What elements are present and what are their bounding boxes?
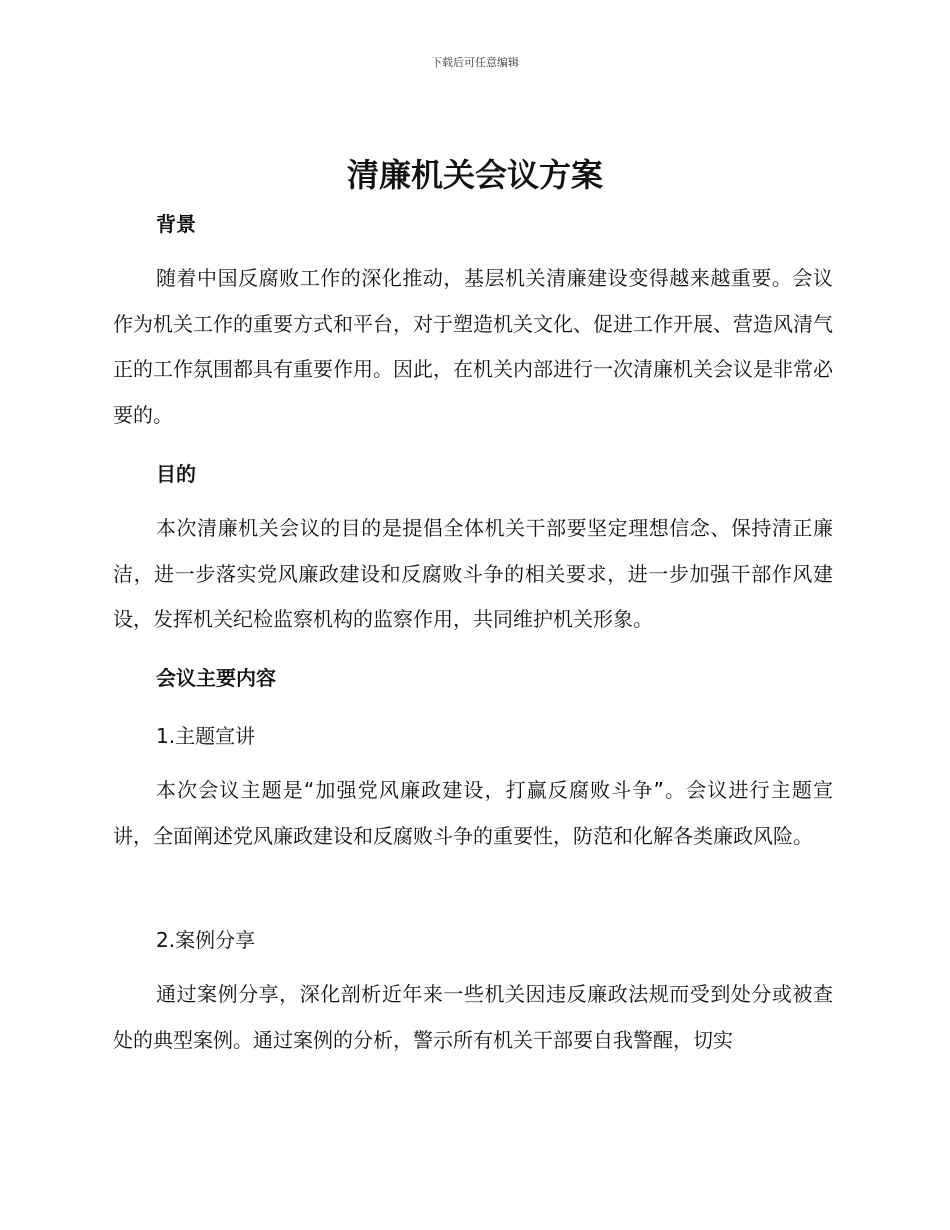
paragraph-purpose: 本次清廉机关会议的目的是提倡全体机关干部要坚定理想信念、保持清正廉洁，进一步落实党风廉政建设和反腐败斗争的相关要求，进一步加强干部作风建设，发挥机关纪检监察机构的监察作用，共同维护机关形象。	[113, 516, 833, 631]
section-heading-purpose: 目的	[156, 462, 196, 486]
paragraph-cases: 通过案例分享，深化剖析近年来一些机关因违反廉政法规而受到处分或被查处的典型案例。通过案例的分析，警示所有机关干部要自我警醒，切实	[113, 982, 833, 1052]
paragraph-background: 随着中国反腐败工作的深化推动，基层机关清廉建设变得越来越重要。会议作为机关工作的重要方式和平台，对于塑造机关文化、促进工作开展、营造风清气正的工作氛围都具有重要作用。因此，在机关内部进行一次清廉机关会议是非常必要的。	[113, 266, 833, 427]
paragraph-theme: 本次会议主题是“加强党风廉政建设，打赢反腐败斗争”。会议进行主题宣讲，全面阐述党风廉政建设和反腐败斗争的重要性，防范和化解各类廉政风险。	[113, 778, 833, 848]
header-note: 下载后可任意编辑	[431, 56, 519, 69]
item-title-cases: 2.案例分享	[156, 928, 256, 952]
section-heading-content: 会议主要内容	[156, 666, 276, 690]
document-title: 清廉机关会议方案	[346, 156, 603, 194]
section-heading-background: 背景	[156, 212, 196, 236]
item-title-theme: 1.主题宣讲	[156, 724, 256, 748]
